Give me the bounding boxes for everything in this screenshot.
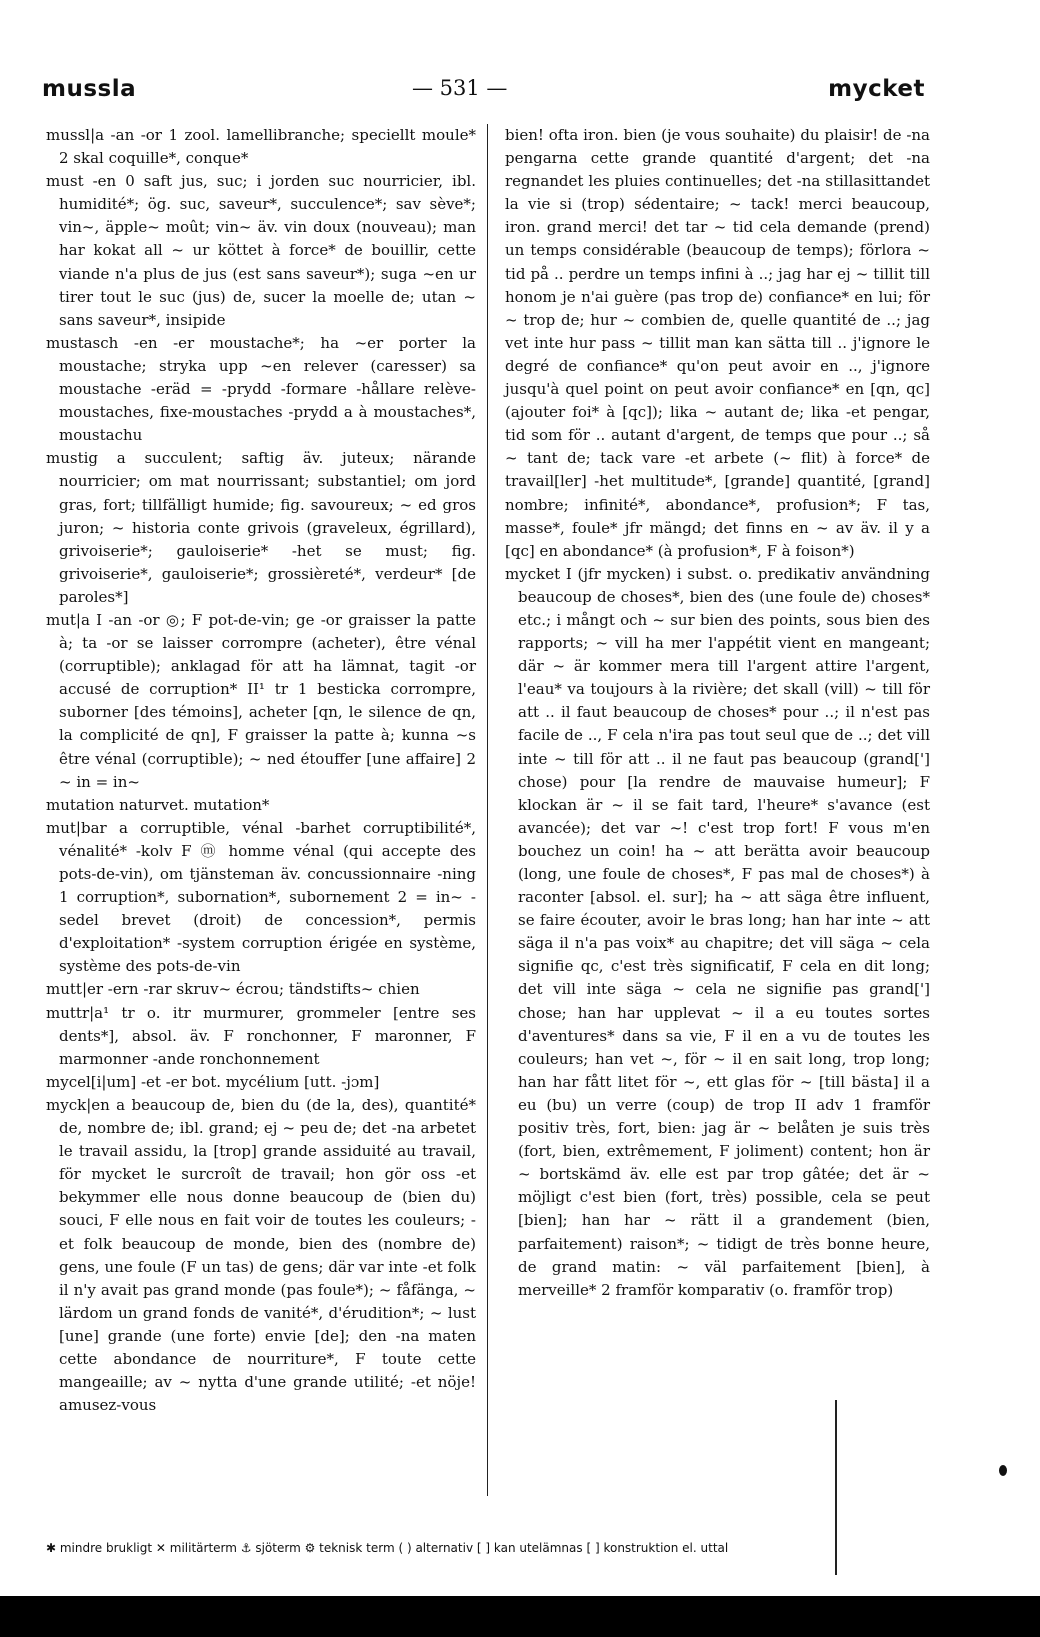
entry-mustasch: mustasch -en -er moustache*; ha ~er porter la moustache; stryka upp ~en relever (caresser) sa moustache -eräd = -prydd -formare -hållare relève-moustaches, fixe-moustaches -prydd a à moustaches*, moustachu xyxy=(46,333,476,445)
entry-mustig: mustig a succulent; saftig äv. juteux; närande nourricier; om mat nourrissant; substantiel; om jord gras, fort; tillfälligt humide; fig. savoureux; ~ ed gros juron; ~ historia conte grivois (graveleux, égrillard), grivoiserie*; gauloiserie* -het se must; fig. grivoiserie*, gauloiserie*; grossièreté*, verdeur* [de paroles*] xyxy=(46,449,476,606)
page-number: — 531 — xyxy=(412,76,508,100)
legend-footer: ✱ mindre brukligt ✕ militärterm ⚓ sjöterm ⚙ teknisk term ( ) alternativ [ ] kan utelämnas [ ] konstruktion el. uttal xyxy=(46,1541,729,1555)
header-left-guideword: mussla xyxy=(42,76,137,102)
entry-mycket: mycket I (jfr mycken) i subst. o. predikativ användning beaucoup de choses*, bien des (une foule de) choses* etc.; i mångt och ~ sur bien des points, sous bien des rapports; ~ vill ha mer l'appétit vient en mangeant; där ~ är kommer mera till l'argent attire l'argent, l'eau* va toujours à la rivière; det skall (vill) ~ till för att .. il faut beaucoup de choses* pour ..; il n'est pas facile de .., F cela n'ira pas tout seul que de ..; det vill inte ~ till för att .. il ne faut pas beaucoup (grand['] chose) pour [la rendre de mauvaise humeur]; F klockan är ~ il se fait tard, l'heure* s'avance (est avancée); det var ~! c'est trop fort! F vous m'en bouchez un coin! ha ~ att berätta avoir beaucoup (long, une foule de choses*, F pas mal de choses*) à raconter [absol. el. sur]; ha ~ att säga être influent, se faire écouter, avoir le bras long; han har inte ~ att säga il n'a pas voix* au chapitre; det vill säga ~ cela signifie qc, c'est très significatif, F cela en dit long; det vill inte säga ~ cela ne signifie pas grand['] chose; han har upplevat ~ il a eu toutes sortes d'aventures* dans sa vie, F il en a vu de toutes les couleurs; han vet ~, för ~ il en sait long, trop long; han har fått litet för ~, ett glas för ~ [till bästa] il a eu (bu) un verre (coup) de trop II adv 1 framför positiv très, fort, bien: jag är ~ belåten je suis très (fort, bien, extrêmement, F joliment) content; hon är ~ bortskämd äv. elle est par trop gâtée; det är ~ möjligt c'est bien (fort, très) possible, cela se peut [bien]; han har ~ rätt il a grandement (bien, parfaitement) raison*; ~ tidigt de très bonne heure, de grand matin: ~ väl parfaitement [bien], à merveille* 2 framför komparativ (o. framför trop) xyxy=(505,564,930,1299)
entry-mycelium: mycel[i|um] -et -er bot. mycélium [utt. -jɔm] xyxy=(46,1072,380,1091)
entry-mutter: mutt|er -ern -rar skruv~ écrou; tändstifts~ chien xyxy=(46,980,420,999)
entry-muta: mut|a I -an -or ◎; F pot-de-vin; ge -or graisser la patte à; ta -or se laisser corrompre (acheter), être vénal (corruptible); anklagad för att ha lämnat, tagit -or accusé de corruption* II¹ tr 1 besticka corrompre, suborner [des témoins], acheter [qn, le silence de qn, la complicité de qn], F graisser la patte à; kunna ~s être vénal (corruptible); ~ ned étouffer [une affaire] 2 ~ in = in~ xyxy=(46,610,476,791)
entry-mycken-continued: bien! ofta iron. bien (je vous souhaite) du plaisir! de -na pengarna cette grande quantité d'argent; det -na regnandet les pluies continuelles; det -na stillasittandet la vie si (trop) sédentaire; ~ tack! merci beaucoup, iron. grand merci! det tar ~ tid cela demande (prend) un temps considérable (beaucoup de temps); förlora ~ tid på .. perdre un temps infini à ..; jag har ej ~ tillit till honom je n'ai guère (pas trop de) confiance* en lui; för ~ trop de; hur ~ combien de, quelle quantité de ..; jag vet inte hur pass ~ tillit man kan sätta till .. j'ignore le degré de confiance* qu'on peut avoir en .., j'ignore jusqu'à quel point on peut avoir confiance* en [qn, qc] (ajouter foi* à [qc]); lika ~ autant de; lika -et pengar, tid som för .. autant d'argent, de temps que pour ..; så ~ tant de; tack vare -et arbete (~ flit) à force* de travail[ler] -het multitude*, [grande] quantité, [grand] nombre; infinité*, abondance*, profusion*; F tas, masse*, foule* jfr mängd; det finns en ~ av äv. il y a [qc] en abondance* (à profusion*, F à foison*) xyxy=(505,126,930,560)
entry-mutation: mutation naturvet. mutation* xyxy=(46,795,270,814)
entry-mycken: myck|en a beaucoup de, bien du (de la, des), quantité* de, nombre de; ibl. grand; ej ~ peu de; det -na arbetet le travail assidu, la [trop] grande assiduité au travail, för mycket le surcroît de travail; hon gör oss -et bekymmer elle nous donne beaucoup de (bien du) souci, F elle nous en fait voir de toutes les couleurs; -et folk beaucoup de monde, bien des (nombre de) gens, une foule (F un tas) de gens; där var inte -et folk il n'y avait pas grand monde (pas foule*); ~ fåfänga, ~ lärdom un grand fonds de vanité*, d'érudition*; ~ lust [une] grande (une forte) envie [de]; den -na maten cette abondance de nourriture*, F toute cette mangeaille; av ~ nytta d'une grande utilité; -et nöje! amusez-vous xyxy=(46,1095,476,1415)
entry-must: must -en 0 saft jus, suc; i jorden suc nourricier, ibl. humidité*; ög. suc, saveur*, succulence*; sav sève*; vin~, äpple~ moût; vin~ äv. vin doux (nouveau); man har kokat all ~ ur köttet à force* de bouillir, cette viande n'a plus de jus (est sans saveur*); suga ~en ur tirer tout le suc (jus) de, sucer la moelle de; utan ~ sans saveur*, insipide xyxy=(46,172,476,329)
entry-mussla: mussl|a -an -or 1 zool. lamellibranche; speciellt moule* 2 skal coquille*, conque* xyxy=(46,126,476,168)
scan-border xyxy=(0,1596,1040,1637)
header-right-guideword: mycket xyxy=(828,76,925,102)
left-column xyxy=(46,124,476,1417)
margin-mark xyxy=(999,1465,1007,1476)
right-column xyxy=(505,124,930,1302)
column-divider xyxy=(487,124,488,1496)
page-header xyxy=(42,76,925,116)
entry-muttra: muttr|a¹ tr o. itr murmurer, grommeler [entre ses dents*], absol. äv. F ronchonner, F maronner, F marmonner -ande ronchonnement xyxy=(46,1003,476,1068)
entry-mutbar: mut|bar a corruptible, vénal -barhet corruptibilité*, vénalité* -kolv F ⓜ homme vénal (qui accepte des pots-de-vin), om tjänsteman äv. concussionnaire -ning 1 corruption*, subornation*, subornement 2 = in~ -sedel brevet (droit) de concession*, permis d'exploitation* -system corruption érigée en système, système des pots-de-vin xyxy=(46,818,476,976)
